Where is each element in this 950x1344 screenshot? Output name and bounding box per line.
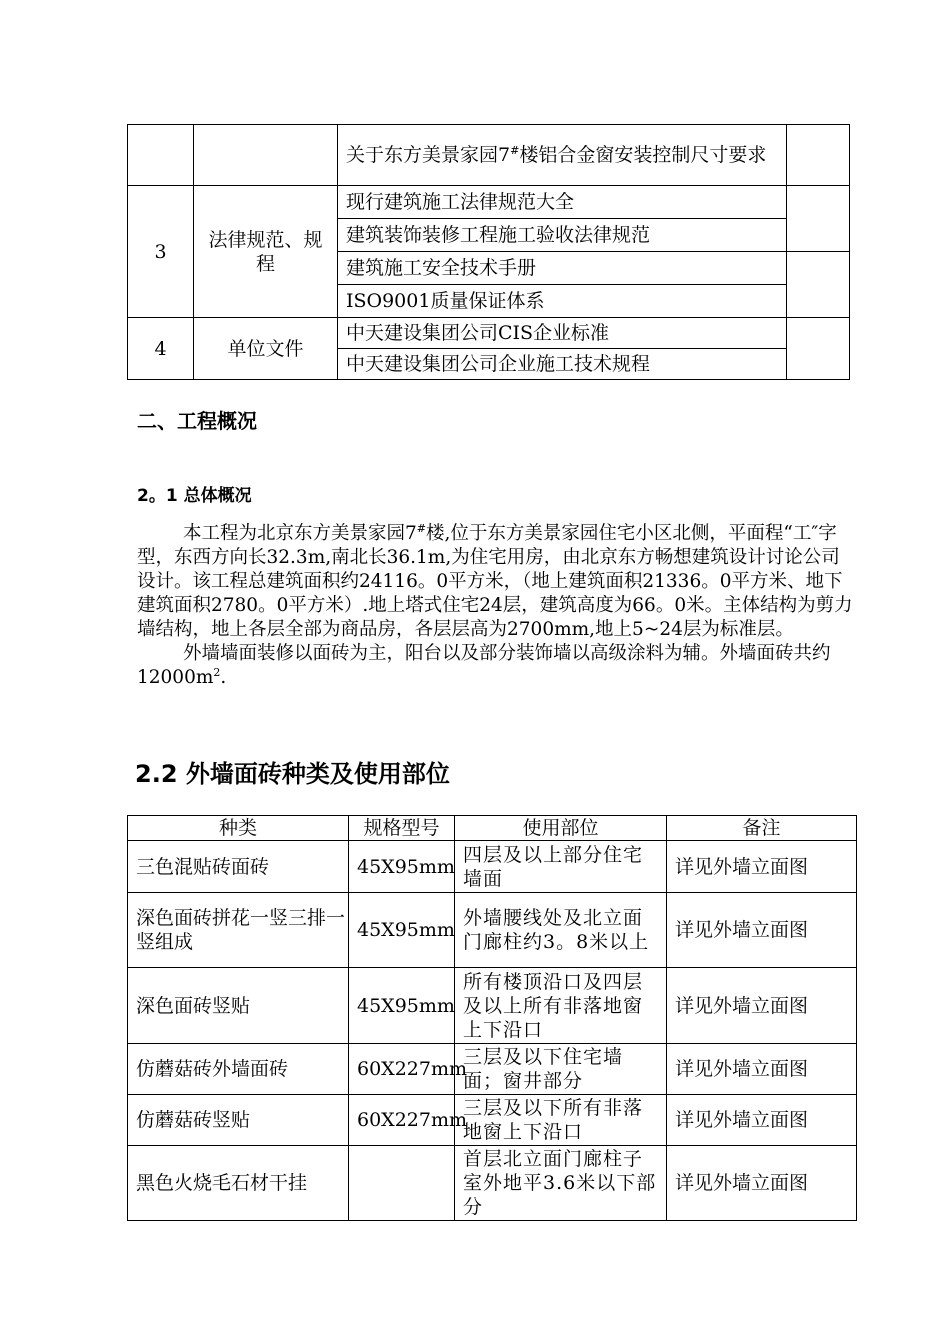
- table-row: [128, 1095, 857, 1146]
- doc-cell: ISO9001质量保证体系: [338, 285, 787, 318]
- category-cell: [194, 125, 338, 186]
- header-cell: 备注: [667, 816, 857, 841]
- table-row: [128, 893, 857, 968]
- table-row: [128, 318, 850, 349]
- section-heading: 二、工程概况: [137, 409, 257, 433]
- overview-paragraph-2: 外墙墙面装修以面砖为主，阳台以及部分装饰墙以高级涂料为辅。外墙面砖共约$12000m^2$.: [137, 643, 831, 688]
- table-row: [128, 841, 857, 893]
- sub-heading: 2。1 总体概况: [137, 486, 252, 506]
- note-cell: 详见外墙立面图: [667, 1044, 857, 1095]
- doc-cell: 现行建筑施工法律规范大全: [338, 186, 787, 219]
- table-row: [128, 968, 857, 1044]
- note-cell: 详见外墙立面图: [667, 1146, 857, 1221]
- type-cell: 三色混贴砖面砖: [128, 841, 349, 893]
- category-cell: 单位文件: [194, 318, 338, 380]
- table-row: [128, 186, 850, 219]
- no-cell: [128, 125, 194, 186]
- position-cell: 首层北立面门廊柱子室外地平3.6米以下部分: [455, 1146, 667, 1221]
- note-cell: 详见外墙立面图: [667, 893, 857, 968]
- doc-cell: 中天建设集团公司CIS企业标准: [338, 318, 787, 349]
- position-cell: 所有楼顶沿口及四层及以上所有非落地窗上下沿口: [455, 968, 667, 1044]
- header-cell: 种类: [128, 816, 349, 841]
- note-cell: [787, 125, 850, 186]
- spec-cell: 45X95mm: [349, 841, 455, 893]
- note-cell: 详见外墙立面图: [667, 968, 857, 1044]
- no-cell: 3: [128, 186, 194, 318]
- note-cell: [787, 252, 850, 318]
- doc-cell: 中天建设集团公司企业施工技术规程: [338, 349, 787, 380]
- note-cell: [787, 318, 850, 380]
- spec-cell: [349, 1146, 455, 1221]
- header-cell: 规格型号: [349, 816, 455, 841]
- spec-cell: 45X95mm: [349, 893, 455, 968]
- spec-cell: 60X227mm: [349, 1044, 455, 1095]
- table-row: [128, 1146, 857, 1221]
- category-cell: 法律规范、规程: [194, 186, 338, 318]
- table-header-row: [128, 816, 857, 841]
- type-cell: 深色面砖拼花一竖三排一竖组成: [128, 893, 349, 968]
- position-cell: 外墙腰线处及北立面门廊柱约3。8米以上: [455, 893, 667, 968]
- header-cell: 使用部位: [455, 816, 667, 841]
- note-cell: [787, 186, 850, 252]
- type-cell: 深色面砖竖贴: [128, 968, 349, 1044]
- position-cell: 三层及以下所有非落地窗上下沿口: [455, 1095, 667, 1146]
- doc-cell: 关于东方美景家园7#楼铝合金窗安装控制尺寸要求: [338, 125, 787, 186]
- note-cell: 详见外墙立面图: [667, 1095, 857, 1146]
- spec-cell: 45X95mm: [349, 968, 455, 1044]
- type-cell: 仿蘑菇砖竖贴: [128, 1095, 349, 1146]
- position-cell: 四层及以上部分住宅墙面: [455, 841, 667, 893]
- tile-types-table: [127, 815, 857, 1221]
- type-cell: 仿蘑菇砖外墙面砖: [128, 1044, 349, 1095]
- overview-paragraph-1: 本工程为北京东方美景家园7#楼,位于东方美景家园住宅小区北侧，平面程“工″字型，东西方向长32.3m,南北长36.1m,为住宅用房，由北京东方畅想建筑设计讨论公司设计。该工程总建筑面积约24116。0平方米，（地上建筑面积21336。0平方米、地下建筑面积2780。0平方米）.地上塔式住宅24层，建筑高度为66。0米。主体结构为剪力墙结构，地上各层全部为商品房，各层层高为2700mm,地上5~24层为标准层。: [137, 522, 853, 640]
- no-cell: 4: [128, 318, 194, 380]
- overview-text: [137, 522, 857, 690]
- table-row: [128, 1044, 857, 1095]
- position-cell: 三层及以下住宅墙面；窗井部分: [455, 1044, 667, 1095]
- spec-cell: 60X227mm: [349, 1095, 455, 1146]
- doc-cell: 建筑施工安全技术手册: [338, 252, 787, 285]
- note-cell: 详见外墙立面图: [667, 841, 857, 893]
- type-cell: 黑色火烧毛石材干挂: [128, 1146, 349, 1221]
- reference-docs-table: [127, 124, 850, 380]
- section-2-2-heading: 2.2 外墙面砖种类及使用部位: [135, 760, 450, 788]
- table-row: [128, 125, 850, 186]
- doc-cell: 建筑装饰装修工程施工验收法律规范: [338, 219, 787, 252]
